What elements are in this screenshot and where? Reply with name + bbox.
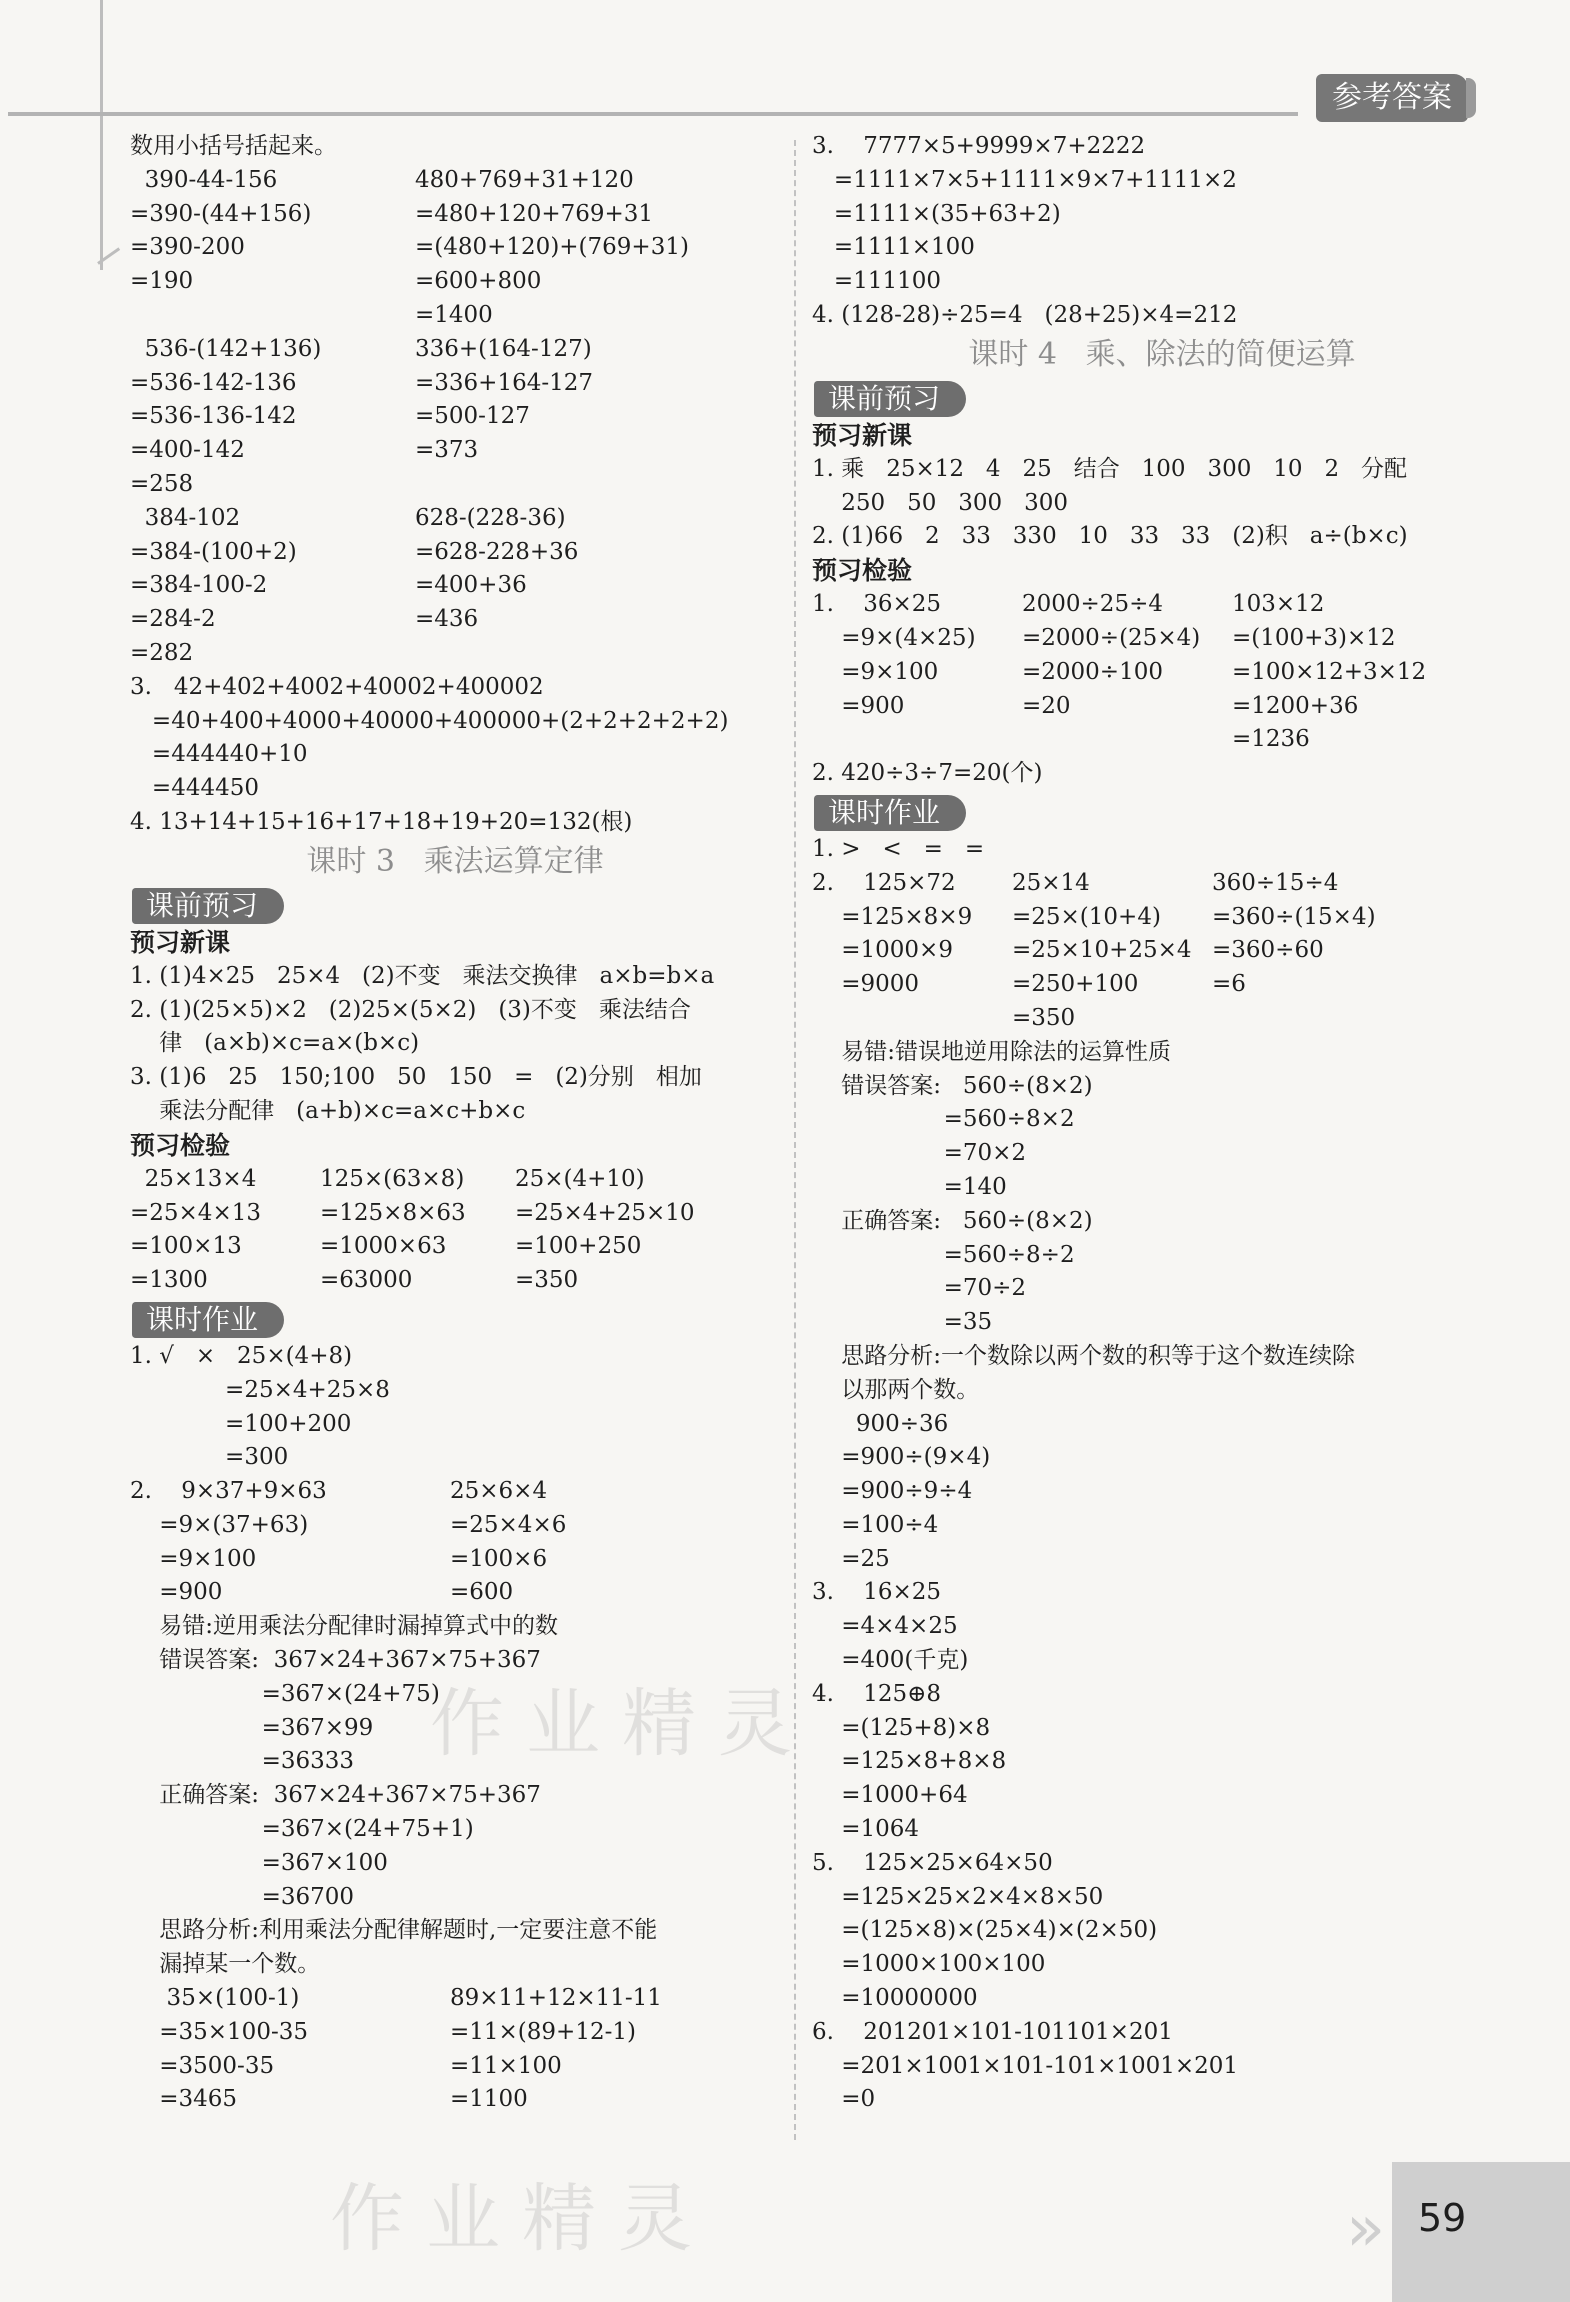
answer-line	[812, 1103, 1512, 1137]
answer-line	[130, 1197, 780, 1231]
answer-line	[130, 705, 780, 739]
answer-line	[130, 468, 780, 502]
answer-line	[812, 1070, 1512, 1104]
answer-line	[130, 1374, 780, 1408]
answer-line	[130, 1264, 780, 1298]
answer-line	[812, 487, 1512, 521]
lesson-3-title: 课时 3 乘法运算定律	[306, 843, 604, 879]
answer-line	[812, 757, 1512, 791]
answer-line	[130, 1847, 780, 1881]
answer-line	[130, 164, 780, 198]
answer-line	[812, 622, 1512, 656]
answer-cell: 3. 16×25	[812, 1579, 941, 1606]
answer-cell: 89×11+12×11-11	[450, 1985, 662, 2012]
answer-cell: 3. 7777×5+9999×7+2222	[812, 133, 1146, 159]
answer-line	[130, 1543, 780, 1577]
answer-cell: =9000	[812, 971, 920, 998]
answer-cell: =100×12+3×12	[1232, 658, 1427, 685]
answer-cell: 4. 13+14+15+16+17+18+19+20=132(根)	[130, 808, 633, 835]
answer-line	[130, 1163, 780, 1197]
answer-cell: =900÷(9×4)	[812, 1444, 991, 1471]
answer-cell: =1000×100×100	[812, 1951, 1046, 1978]
answer-cell: 250 50 300 300	[812, 489, 1069, 516]
answer-line	[812, 1543, 1512, 1577]
answer-cell: 536-(142+136)	[130, 335, 322, 362]
answer-line	[130, 2050, 780, 2084]
answer-cell: =390-(44+156)	[130, 200, 312, 227]
answer-cell: =390-200	[130, 234, 245, 261]
answer-line	[812, 723, 1512, 757]
sub-new-lesson: 预习新课	[130, 927, 231, 957]
answer-cell: =25×4+25×8	[130, 1376, 390, 1403]
answer-cell: =444450	[130, 775, 260, 802]
answer-cell: =1064	[812, 1816, 920, 1843]
answer-line	[812, 299, 1512, 333]
answer-cell: 易错:错误地逆用除法的运算性质	[812, 1038, 1171, 1065]
answer-cell: =480+120+769+31	[415, 200, 654, 227]
answer-cell: =384-(100+2)	[130, 538, 297, 565]
answer-cell: =25×(10+4)	[1012, 903, 1161, 930]
answer-line	[812, 2083, 1512, 2117]
answer-cell: =500-127	[415, 403, 530, 430]
answer-cell: =360÷(15×4)	[1212, 903, 1376, 930]
answer-cell: =536-136-142	[130, 403, 297, 430]
answer-cell: =1111×7×5+1111×9×7+1111×2	[812, 166, 1237, 193]
answer-line	[130, 130, 780, 164]
column-divider	[794, 140, 796, 2140]
answer-line	[812, 1272, 1512, 1306]
answer-cell: 390-44-156	[130, 166, 278, 193]
answer-cell: =436	[415, 606, 479, 633]
answer-cell: =125×8×9	[812, 903, 973, 930]
answer-cell: =1111×100	[812, 234, 975, 261]
answer-line	[812, 1374, 1512, 1408]
answer-line	[130, 231, 780, 265]
answer-cell: =35×100-35	[130, 2018, 308, 2045]
answer-line	[812, 656, 1512, 690]
answer-line	[130, 2016, 780, 2050]
answer-cell: =900	[812, 692, 905, 719]
answer-line	[812, 1644, 1512, 1678]
answer-cell: =25	[812, 1545, 890, 1572]
answer-line	[812, 1813, 1512, 1847]
answer-line	[130, 960, 780, 994]
answer-cell: 360÷15÷4	[1212, 869, 1339, 896]
answer-line	[130, 994, 780, 1028]
answer-cell: =(125+8)×8	[812, 1714, 991, 1741]
answer-cell: 1. 36×25	[812, 591, 941, 618]
answer-cell: =1000×63	[320, 1233, 447, 1260]
answer-line	[812, 1205, 1512, 1239]
answer-line	[130, 1230, 780, 1264]
answer-cell: =2000÷100	[1022, 658, 1163, 685]
answer-cell: 3. (1)6 25 150;100 50 150 = (2)分别 相加	[130, 1064, 702, 1091]
answer-cell: =367×(24+75)	[130, 1680, 440, 1707]
answer-cell: =100+200	[130, 1410, 352, 1437]
answer-line	[812, 1036, 1512, 1070]
answer-cell: 384-102	[130, 504, 241, 531]
margin-rule	[100, 0, 103, 270]
answer-line	[130, 1610, 780, 1644]
answer-cell: =900	[130, 1579, 223, 1606]
answer-line	[812, 520, 1512, 554]
answer-line	[812, 1408, 1512, 1442]
answer-line	[130, 1095, 780, 1129]
answer-cell: =6	[1212, 971, 1246, 998]
answer-line	[130, 400, 780, 434]
answer-cell: =360÷60	[1212, 937, 1324, 964]
left-answers	[130, 130, 780, 840]
answer-cell: =25×4+25×10	[515, 1199, 695, 1226]
answer-line	[130, 1441, 780, 1475]
lesson-4-new	[812, 453, 1512, 554]
answer-line	[812, 1610, 1512, 1644]
answer-cell: =3500-35	[130, 2052, 275, 2079]
answer-line	[812, 968, 1512, 1002]
answer-cell: =536-142-136	[130, 369, 297, 396]
answer-line	[812, 2050, 1512, 2084]
answer-cell: 336+(164-127)	[415, 335, 592, 362]
answer-line	[812, 690, 1512, 724]
answer-cell: 易错:逆用乘法分配律时漏掉算式中的数	[130, 1613, 558, 1640]
answer-cell: =1111×(35+63+2)	[812, 200, 1061, 227]
lesson-3-new	[130, 960, 780, 1129]
answer-cell: 以那两个数。	[812, 1376, 980, 1403]
answer-line	[130, 806, 780, 840]
answer-line	[130, 1340, 780, 1374]
chevron-right-icon: »	[1346, 2192, 1386, 2266]
answer-line	[812, 1239, 1512, 1273]
answer-cell: 25×(4+10)	[515, 1165, 645, 1192]
right-top-answers	[812, 130, 1512, 333]
answer-cell: =100+250	[515, 1233, 642, 1260]
answer-line	[130, 1061, 780, 1095]
answer-cell: =350	[515, 1267, 579, 1294]
answer-cell: =560÷8÷2	[812, 1241, 1075, 1268]
answer-line	[812, 231, 1512, 265]
answer-cell: 25×14	[1012, 869, 1090, 896]
answer-cell: 35×(100-1)	[130, 1985, 300, 2012]
lesson-3-check	[130, 1163, 780, 1298]
answer-cell: 4. (128-28)÷25=4 (28+25)×4=212	[812, 301, 1238, 328]
answer-cell: =4×4×25	[812, 1613, 958, 1640]
answer-cell: 3. 42+402+4002+40002+400002	[130, 673, 544, 700]
answer-cell: =250+100	[1012, 971, 1139, 998]
answer-cell: =2000÷(25×4)	[1022, 624, 1201, 651]
answer-line	[130, 536, 780, 570]
answer-cell: 错误答案: 367×24+367×75+367	[130, 1647, 541, 1674]
answer-cell: =336+164-127	[415, 369, 594, 396]
answer-cell: =125×8+8×8	[812, 1748, 1007, 1775]
sub-new-lesson-2: 预习新课	[812, 420, 913, 450]
answer-cell: 2. 125×72	[812, 869, 956, 896]
answer-cell: 思路分析:利用乘法分配律解题时,一定要注意不能	[130, 1917, 658, 1944]
answer-cell: =373	[415, 437, 479, 464]
answer-cell: =1300	[130, 1267, 208, 1294]
answer-cell: =600+800	[415, 268, 542, 295]
answer-cell: =1000×9	[812, 937, 953, 964]
answer-line	[130, 1881, 780, 1915]
answer-line	[812, 1171, 1512, 1205]
answer-line	[812, 901, 1512, 935]
tag-preview: 课前预习	[132, 888, 284, 924]
answer-cell: =111100	[812, 268, 942, 295]
answer-line	[130, 2083, 780, 2117]
answer-cell: =201×1001×101-101×1001×201	[812, 2052, 1239, 2079]
answer-line	[130, 1779, 780, 1813]
answer-line	[812, 265, 1512, 299]
answer-cell: 2. (1)(25×5)×2 (2)25×(5×2) (3)不变 乘法结合	[130, 996, 691, 1023]
answer-cell: =284-2	[130, 606, 216, 633]
answer-cell: =3465	[130, 2086, 238, 2113]
answer-line	[812, 934, 1512, 968]
answer-cell: =0	[812, 2086, 876, 2113]
answer-line	[130, 1948, 780, 1982]
answer-line	[812, 130, 1512, 164]
answer-cell: =36700	[130, 1883, 355, 1910]
answer-line	[812, 867, 1512, 901]
right-column	[812, 130, 1512, 2117]
answer-cell: 6. 201201×101-101101×201	[812, 2018, 1173, 2045]
answer-cell: =258	[130, 470, 194, 497]
answer-cell: 25×6×4	[450, 1478, 548, 1505]
answer-cell: =11×(89+12-1)	[450, 2018, 636, 2045]
answer-line	[812, 198, 1512, 232]
answer-line	[130, 603, 780, 637]
answer-cell: =384-100-2	[130, 572, 268, 599]
answer-cell: 628-(228-36)	[415, 504, 566, 531]
answer-cell: =63000	[320, 1267, 413, 1294]
answer-cell: 2. (1)66 2 33 330 10 33 33 (2)积 a÷(b×c)	[812, 523, 1408, 550]
answer-cell: 2. 9×37+9×63	[130, 1478, 327, 1505]
answer-cell: =190	[130, 268, 194, 295]
answer-cell: =900÷9÷4	[812, 1478, 973, 1505]
answer-line	[130, 367, 780, 401]
answer-line	[130, 1027, 780, 1061]
answer-cell: =1100	[450, 2086, 528, 2113]
answer-line	[130, 1914, 780, 1948]
answer-line	[812, 1914, 1512, 1948]
answer-cell: =400(千克)	[812, 1647, 969, 1674]
answer-cell: =40+400+4000+40000+400000+(2+2+2+2+2)	[130, 707, 729, 734]
answer-cell: =367×100	[130, 1849, 388, 1876]
answer-cell: =9×100	[130, 1545, 257, 1572]
answer-line	[812, 1137, 1512, 1171]
answer-line	[812, 833, 1512, 867]
answer-cell: 1. 乘 25×12 4 25 结合 100 300 10 2 分配	[812, 455, 1408, 482]
answer-line	[812, 1712, 1512, 1746]
answer-line	[812, 1509, 1512, 1543]
answer-cell: 乘法分配律 (a+b)×c=a×c+b×c	[130, 1097, 526, 1124]
answer-line	[812, 1678, 1512, 1712]
answer-cell: =1000+64	[812, 1782, 968, 1809]
lesson-4-homework	[812, 833, 1512, 2117]
answer-cell: 103×12	[1232, 591, 1325, 618]
answer-line	[812, 1745, 1512, 1779]
answer-line	[130, 198, 780, 232]
answer-cell: =1400	[415, 301, 493, 328]
answer-line	[130, 1475, 780, 1509]
watermark-2: 作业精灵	[330, 2176, 714, 2262]
answer-line	[130, 671, 780, 705]
answer-cell: =300	[130, 1444, 289, 1471]
answer-cell: 正确答案: 367×24+367×75+367	[130, 1782, 541, 1809]
answer-line	[812, 1340, 1512, 1374]
answer-cell: =20	[1022, 692, 1071, 719]
answer-cell: =100×6	[450, 1545, 548, 1572]
answer-cell: 思路分析:一个数除以两个数的积等于这个数连续除	[812, 1342, 1355, 1369]
answer-cell: 2. 420÷3÷7=20(个)	[812, 760, 1043, 787]
answer-line	[812, 1306, 1512, 1340]
answer-cell: =367×99	[130, 1714, 374, 1741]
answer-line	[130, 1813, 780, 1847]
answer-cell: =25×4×13	[130, 1199, 261, 1226]
answer-line	[130, 502, 780, 536]
watermark-1: 作业精灵	[430, 1681, 814, 1767]
tag-homework-2: 课时作业	[814, 795, 966, 831]
answer-cell: 480+769+31+120	[415, 166, 634, 193]
answer-cell: =9×(4×25)	[812, 624, 976, 651]
answer-cell: 数用小括号括起来。	[130, 133, 337, 159]
answer-cell: =125×8×63	[320, 1199, 466, 1226]
answer-cell: =(480+120)+(769+31)	[415, 234, 689, 261]
answer-line	[130, 1982, 780, 2016]
answer-cell: 正确答案: 560÷(8×2)	[812, 1207, 1093, 1234]
answer-cell: 错误答案: 560÷(8×2)	[812, 1072, 1093, 1099]
answer-cell: =(100+3)×12	[1232, 624, 1396, 651]
answer-line	[130, 299, 780, 333]
answer-cell: 4. 125⊕8	[812, 1680, 941, 1707]
sub-check: 预习检验	[130, 1130, 231, 1160]
answer-cell: 律 (a×b)×c=a×(b×c)	[130, 1030, 420, 1057]
answer-cell: =11×100	[450, 2052, 562, 2079]
answer-cell: 2000÷25÷4	[1022, 591, 1163, 618]
answer-line	[130, 1408, 780, 1442]
sub-check-2: 预习检验	[812, 556, 913, 586]
answer-line	[812, 1576, 1512, 1610]
answer-cell: 5. 125×25×64×50	[812, 1849, 1053, 1876]
answer-cell: =100×13	[130, 1233, 242, 1260]
answer-cell: =36333	[130, 1748, 355, 1775]
answer-cell: =100÷4	[812, 1511, 939, 1538]
answer-line	[130, 772, 780, 806]
answer-cell: =70×2	[812, 1140, 1027, 1167]
answer-cell: =367×(24+75+1)	[130, 1816, 474, 1843]
left-column	[130, 130, 780, 2117]
answer-cell: =70÷2	[812, 1275, 1027, 1302]
answer-cell: =25×4×6	[450, 1511, 567, 1538]
answer-line	[130, 738, 780, 772]
answer-cell: =600	[450, 1579, 514, 1606]
answer-cell: =444440+10	[130, 741, 308, 768]
answer-cell: =1200+36	[1232, 692, 1359, 719]
answer-cell: 900÷36	[812, 1410, 949, 1437]
answer-line	[130, 637, 780, 671]
answer-line	[130, 1509, 780, 1543]
answer-cell: =(125×8)×(25×4)×(2×50)	[812, 1917, 1158, 1944]
tag-preview-2: 课前预习	[814, 381, 966, 417]
answer-cell: =35	[812, 1309, 993, 1336]
answer-line	[812, 164, 1512, 198]
answer-cell: =9×100	[812, 658, 939, 685]
answer-cell: =1236	[1232, 726, 1310, 753]
answer-cell: =125×25×2×4×8×50	[812, 1883, 1104, 1910]
header-rule	[8, 112, 1298, 116]
answer-cell: =400-142	[130, 437, 245, 464]
answer-line	[812, 1881, 1512, 1915]
answer-cell: 25×13×4	[130, 1165, 257, 1192]
answer-cell: =628-228+36	[415, 538, 579, 565]
answer-line	[130, 1576, 780, 1610]
answer-line	[812, 1948, 1512, 1982]
answer-cell: 漏掉某一个数。	[130, 1951, 321, 1978]
answer-line	[812, 1847, 1512, 1881]
header-badge: 参考答案	[1316, 74, 1468, 122]
answer-line	[812, 588, 1512, 622]
answer-cell: 1. (1)4×25 25×4 (2)不变 乘法交换律 a×b=b×a	[130, 962, 715, 989]
answer-line	[812, 2016, 1512, 2050]
answer-cell: =350	[1012, 1004, 1076, 1031]
answer-cell: =282	[130, 639, 194, 666]
answer-line	[130, 333, 780, 367]
answer-line	[812, 1441, 1512, 1475]
lesson-4-title: 课时 4 乘、除法的简便运算	[968, 336, 1356, 372]
answer-line	[130, 434, 780, 468]
answer-line	[812, 1002, 1512, 1036]
answer-line	[130, 265, 780, 299]
answer-cell: =560÷8×2	[812, 1106, 1075, 1133]
answer-cell: =400+36	[415, 572, 527, 599]
answer-line	[812, 1779, 1512, 1813]
answer-line	[812, 453, 1512, 487]
answer-cell: =25×10+25×4	[1012, 937, 1192, 964]
answer-cell: =9×(37+63)	[130, 1511, 309, 1538]
answer-cell: 1. √ × 25×(4+8)	[130, 1342, 353, 1369]
answer-cell: 1. > < = =	[812, 835, 985, 862]
answer-cell: =10000000	[812, 1985, 978, 2012]
answer-line	[812, 1475, 1512, 1509]
tag-homework: 课时作业	[132, 1302, 284, 1338]
lesson-4-check	[812, 588, 1512, 791]
answer-cell: =140	[812, 1173, 1007, 1200]
answer-cell: 125×(63×8)	[320, 1165, 465, 1192]
page-number: 59	[1418, 2196, 1467, 2240]
answer-line	[812, 1982, 1512, 2016]
answer-line	[130, 569, 780, 603]
